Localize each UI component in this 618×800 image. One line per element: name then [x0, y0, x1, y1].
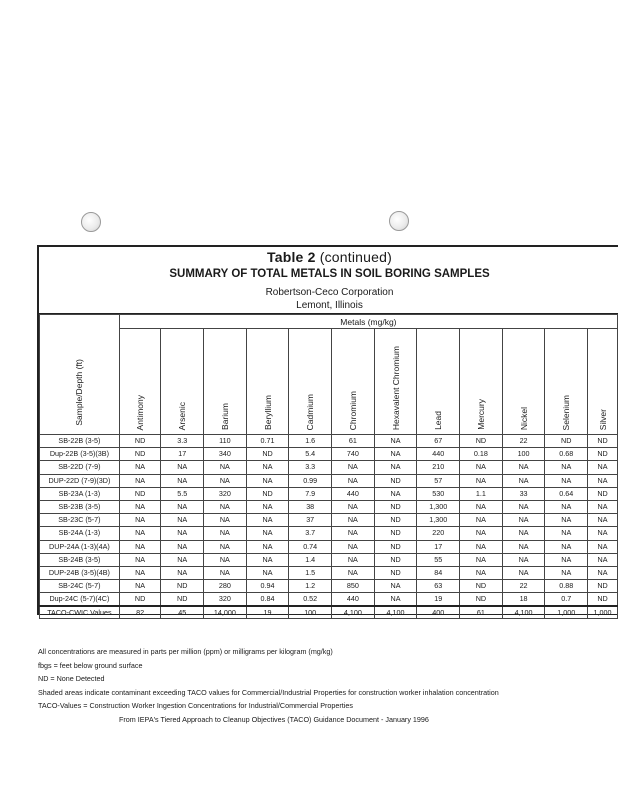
table-title-number: Table 2 [267, 249, 316, 265]
table-row [40, 514, 618, 527]
value-cell: 7.9 [289, 487, 332, 500]
value-cell: NA [588, 566, 618, 579]
table-subtitle: SUMMARY OF TOTAL METALS IN SOIL BORING SAMPLES [169, 268, 490, 280]
value-cell: NA [588, 514, 618, 527]
value-cell: 0.7 [545, 593, 588, 607]
column-header [332, 329, 375, 435]
value-cell: NA [161, 461, 204, 474]
value-cell: ND [246, 448, 289, 461]
value-cell: ND [161, 593, 204, 607]
sample-id-cell: SB-23B (3-5) [40, 500, 120, 513]
value-cell: 440 [332, 487, 375, 500]
column-header-label: Silver [597, 408, 608, 430]
value-cell: NA [119, 553, 161, 566]
value-cell: 110 [204, 435, 247, 448]
value-cell: 22 [502, 580, 545, 593]
table-row [40, 474, 618, 487]
value-cell: ND [374, 500, 417, 513]
value-cell: 100 [289, 606, 332, 619]
column-header-label: Barium [219, 403, 230, 430]
column-header-label: Cadmium [305, 393, 316, 430]
value-cell: 63 [417, 580, 460, 593]
value-cell: 1.5 [289, 566, 332, 579]
value-cell: 0.74 [289, 540, 332, 553]
note-units: All concentrations are measured in parts per million (ppm) or milligrams per kilogram (mg/kg) [38, 647, 333, 656]
taco-values-row [40, 606, 618, 619]
value-cell: 5.5 [161, 487, 204, 500]
value-cell: 0.94 [246, 580, 289, 593]
value-cell: ND [374, 474, 417, 487]
value-cell: NA [460, 500, 503, 513]
sample-depth-header-label: Sample/Depth (ft) [74, 359, 85, 426]
value-cell: 18 [502, 593, 545, 607]
value-cell: NA [374, 448, 417, 461]
table-row [40, 435, 618, 448]
value-cell: NA [246, 527, 289, 540]
value-cell: 440 [332, 593, 375, 607]
note-fbgs: fbgs = feet below ground surface [38, 660, 143, 670]
table-row [40, 566, 618, 579]
value-cell: NA [545, 500, 588, 513]
value-cell: NA [545, 514, 588, 527]
binder-hole-left [81, 212, 101, 232]
value-cell: 67 [417, 435, 460, 448]
value-cell: NA [246, 540, 289, 553]
value-cell: 4,100 [332, 606, 375, 619]
value-cell: ND [161, 580, 204, 593]
value-cell: NA [161, 500, 204, 513]
site-location: Lemont, Illinois [296, 300, 363, 311]
value-cell: 17 [417, 540, 460, 553]
column-header [204, 329, 247, 435]
value-cell: NA [332, 527, 375, 540]
value-cell: NA [332, 553, 375, 566]
value-cell: NA [502, 514, 545, 527]
value-cell: ND [545, 435, 588, 448]
sample-id-cell: TACO-CWIC Values [40, 606, 120, 619]
value-cell: 45 [161, 606, 204, 619]
value-cell: NA [246, 553, 289, 566]
value-cell: NA [119, 527, 161, 540]
value-cell: 400 [417, 606, 460, 619]
note-shaded: Shaded areas indicate contaminant exceeding TACO values for Commercial/Industrial Properties for construction worker inhalation concentration [38, 687, 499, 697]
value-cell: NA [588, 527, 618, 540]
column-header-label: Lead [433, 411, 444, 430]
value-cell: NA [204, 461, 247, 474]
value-cell: NA [374, 461, 417, 474]
value-cell: 33 [502, 487, 545, 500]
sample-id-cell: SB-24A (1-3) [40, 527, 120, 540]
value-cell: NA [204, 500, 247, 513]
value-cell: NA [588, 540, 618, 553]
value-cell: NA [502, 566, 545, 579]
sample-id-cell: SB-23C (5-7) [40, 514, 120, 527]
binder-hole-right [389, 211, 409, 231]
value-cell: 4,100 [502, 606, 545, 619]
column-header [545, 329, 588, 435]
table-row [40, 487, 618, 500]
value-cell: NA [119, 580, 161, 593]
column-header-label: Selenium [561, 394, 572, 430]
value-cell: ND [374, 514, 417, 527]
table-row [40, 580, 618, 593]
sample-id-cell: DUP-24B (3-5)(4B) [40, 566, 120, 579]
value-cell: NA [374, 580, 417, 593]
value-cell: 0.84 [246, 593, 289, 607]
value-cell: 0.64 [545, 487, 588, 500]
column-header [417, 329, 460, 435]
value-cell: 3.3 [289, 461, 332, 474]
value-cell: 0.71 [246, 435, 289, 448]
value-cell: 1,000 [588, 606, 618, 619]
value-cell: NA [246, 500, 289, 513]
value-cell: ND [588, 580, 618, 593]
value-cell: NA [246, 474, 289, 487]
value-cell: 320 [204, 593, 247, 607]
value-cell: NA [161, 527, 204, 540]
value-cell: 1,300 [417, 514, 460, 527]
value-cell: 280 [204, 580, 247, 593]
value-cell: 210 [417, 461, 460, 474]
value-cell: NA [374, 593, 417, 607]
value-cell: NA [119, 474, 161, 487]
table-title-continued: (continued) [319, 249, 392, 265]
value-cell: ND [374, 527, 417, 540]
metals-group-header: Metals (mg/kg) [119, 315, 617, 329]
value-cell: 0.88 [545, 580, 588, 593]
column-header-label: Hexavalent Chromium [390, 345, 401, 430]
column-header-label: Antimony [135, 394, 146, 430]
value-cell: NA [332, 474, 375, 487]
value-cell: NA [502, 527, 545, 540]
value-cell: NA [460, 553, 503, 566]
value-cell: NA [460, 514, 503, 527]
value-cell: ND [460, 435, 503, 448]
value-cell: 19 [417, 593, 460, 607]
value-cell: NA [460, 474, 503, 487]
value-cell: ND [119, 435, 161, 448]
column-header-label: Arsenic [177, 401, 188, 430]
value-cell: 440 [417, 448, 460, 461]
table-header [39, 247, 618, 313]
value-cell: NA [161, 514, 204, 527]
sample-id-cell: SB-23A (1-3) [40, 487, 120, 500]
value-cell: NA [545, 566, 588, 579]
value-cell: 55 [417, 553, 460, 566]
value-cell: NA [332, 566, 375, 579]
value-cell: NA [204, 540, 247, 553]
value-cell: NA [204, 474, 247, 487]
value-cell: NA [332, 514, 375, 527]
value-cell: NA [502, 500, 545, 513]
value-cell: ND [119, 593, 161, 607]
value-cell: 19 [246, 606, 289, 619]
table-notes [38, 645, 499, 727]
column-header [502, 329, 545, 435]
value-cell: 17 [161, 448, 204, 461]
value-cell: 740 [332, 448, 375, 461]
value-cell: NA [460, 527, 503, 540]
value-cell: 1,000 [545, 606, 588, 619]
value-cell: 0.18 [460, 448, 503, 461]
value-cell: NA [161, 474, 204, 487]
value-cell: ND [588, 487, 618, 500]
column-header-label: Mercury [475, 399, 486, 430]
value-cell: 57 [417, 474, 460, 487]
value-cell: 100 [502, 448, 545, 461]
value-cell: 3.3 [161, 435, 204, 448]
value-cell: NA [119, 500, 161, 513]
value-cell: 220 [417, 527, 460, 540]
value-cell: NA [502, 540, 545, 553]
value-cell: NA [161, 553, 204, 566]
value-cell: NA [374, 435, 417, 448]
value-cell: 14,000 [204, 606, 247, 619]
column-header-label: Beryllium [262, 395, 273, 430]
value-cell: 0.68 [545, 448, 588, 461]
sample-depth-header [40, 315, 120, 435]
value-cell: NA [119, 514, 161, 527]
column-header [246, 329, 289, 435]
value-cell: NA [204, 527, 247, 540]
value-cell: NA [588, 500, 618, 513]
table-row [40, 540, 618, 553]
value-cell: NA [374, 487, 417, 500]
sample-id-cell: DUP-22D (7-9)(3D) [40, 474, 120, 487]
value-cell: NA [204, 514, 247, 527]
value-cell: ND [374, 540, 417, 553]
value-cell: ND [460, 593, 503, 607]
sample-id-cell: DUP-24A (1-3)(4A) [40, 540, 120, 553]
note-reference: From IEPA's Tiered Approach to Cleanup Objectives (TACO) Guidance Document - January 1996 [119, 714, 429, 724]
value-cell: 5.4 [289, 448, 332, 461]
value-cell: 38 [289, 500, 332, 513]
value-cell: NA [332, 540, 375, 553]
table-row [40, 448, 618, 461]
value-cell: NA [332, 461, 375, 474]
value-cell: NA [204, 553, 247, 566]
header-row-group [40, 315, 618, 329]
column-header [119, 329, 161, 435]
value-cell: NA [502, 553, 545, 566]
sample-id-cell: SB-22D (7-9) [40, 461, 120, 474]
value-cell: NA [161, 540, 204, 553]
table-row [40, 461, 618, 474]
column-header [460, 329, 503, 435]
note-taco: TACO-Values = Construction Worker Ingestion Concentrations for Industrial/Commercial Properties [38, 701, 353, 711]
value-cell: ND [119, 487, 161, 500]
sample-id-cell: SB-22B (3-5) [40, 435, 120, 448]
value-cell: 1.2 [289, 580, 332, 593]
sample-id-cell: SB-24C (5-7) [40, 580, 120, 593]
column-header [374, 329, 417, 435]
value-cell: 530 [417, 487, 460, 500]
column-header-label: Chromium [347, 390, 358, 430]
value-cell: 1,300 [417, 500, 460, 513]
header-row-metals [40, 329, 618, 435]
value-cell: 1.6 [289, 435, 332, 448]
column-header [588, 329, 618, 435]
table-row [40, 500, 618, 513]
sample-id-cell: SB-24B (3-5) [40, 553, 120, 566]
value-cell: 61 [460, 606, 503, 619]
column-header-label: Nickel [518, 406, 529, 430]
value-cell: ND [374, 566, 417, 579]
value-cell: NA [545, 553, 588, 566]
column-header [289, 329, 332, 435]
value-cell: NA [588, 474, 618, 487]
value-cell: 61 [332, 435, 375, 448]
value-cell: 0.99 [289, 474, 332, 487]
value-cell: ND [119, 448, 161, 461]
value-cell: NA [545, 540, 588, 553]
value-cell: NA [161, 566, 204, 579]
value-cell: NA [119, 566, 161, 579]
value-cell: ND [588, 593, 618, 607]
value-cell: NA [545, 461, 588, 474]
value-cell: NA [332, 500, 375, 513]
table-row [40, 527, 618, 540]
metals-table-frame [37, 245, 618, 618]
column-header [161, 329, 204, 435]
value-cell: 84 [417, 566, 460, 579]
value-cell: 320 [204, 487, 247, 500]
value-cell: NA [246, 461, 289, 474]
value-cell: 3.7 [289, 527, 332, 540]
value-cell: NA [119, 540, 161, 553]
value-cell: ND [588, 448, 618, 461]
value-cell: NA [119, 461, 161, 474]
table-row [40, 593, 618, 607]
value-cell: 0.52 [289, 593, 332, 607]
company-name: Robertson-Ceco Corporation [265, 287, 394, 298]
value-cell: NA [460, 566, 503, 579]
value-cell: ND [374, 553, 417, 566]
value-cell: 850 [332, 580, 375, 593]
value-cell: 340 [204, 448, 247, 461]
sample-id-cell: Dup-22B (3-5)(3B) [40, 448, 120, 461]
value-cell: 37 [289, 514, 332, 527]
value-cell: NA [460, 461, 503, 474]
value-cell: ND [460, 580, 503, 593]
value-cell: 4,100 [374, 606, 417, 619]
value-cell: 1.4 [289, 553, 332, 566]
sample-id-cell: Dup-24C (5-7)(4C) [40, 593, 120, 607]
value-cell: NA [246, 566, 289, 579]
value-cell: NA [460, 540, 503, 553]
value-cell: NA [545, 474, 588, 487]
value-cell: NA [502, 461, 545, 474]
value-cell: NA [588, 553, 618, 566]
value-cell: 1.1 [460, 487, 503, 500]
value-cell: 22 [502, 435, 545, 448]
metals-data-table [39, 314, 618, 619]
value-cell: NA [588, 461, 618, 474]
table-title [39, 249, 618, 265]
value-cell: NA [545, 527, 588, 540]
value-cell: 82 [119, 606, 161, 619]
value-cell: ND [588, 435, 618, 448]
value-cell: NA [246, 514, 289, 527]
value-cell: ND [246, 487, 289, 500]
table-row [40, 553, 618, 566]
value-cell: NA [204, 566, 247, 579]
value-cell: NA [502, 474, 545, 487]
note-nd: ND = None Detected [38, 674, 105, 684]
